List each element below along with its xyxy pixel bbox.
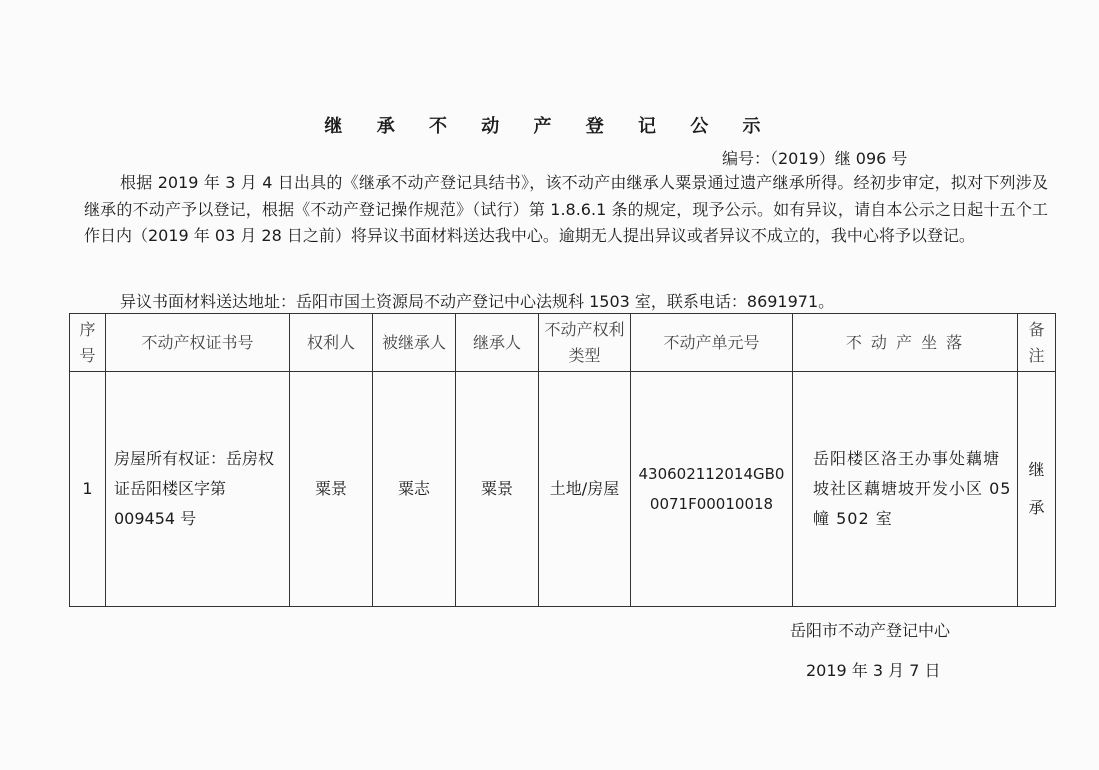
header-decedent: 被继承人 — [373, 314, 456, 372]
cell-index: 1 — [70, 372, 106, 607]
cell-note: 继承 — [1018, 372, 1056, 607]
issuer-name: 岳阳市不动产登记中心 — [790, 621, 951, 640]
header-right-type: 不动产权利类型 — [539, 314, 631, 372]
document-number: 编号：（2019）继 096 号 — [722, 149, 908, 168]
cell-owner: 粟景 — [290, 372, 373, 607]
table-header-row — [70, 314, 1056, 372]
header-heir: 继承人 — [456, 314, 539, 372]
document-title: 继 承 不 动 产 登 记 公 示 — [324, 116, 775, 137]
objection-address: 异议书面材料送达地址：岳阳市国土资源局不动产登记中心法规科 1503 室，联系电话：8691971。 — [120, 292, 835, 311]
cell-decedent: 粟志 — [373, 372, 456, 607]
registration-table — [69, 313, 1056, 607]
header-location: 不 动 产 坐 落 — [793, 314, 1018, 372]
cell-heir: 粟景 — [456, 372, 539, 607]
header-note: 备注 — [1018, 314, 1056, 372]
header-unit-no: 不动产单元号 — [631, 314, 793, 372]
cell-location: 岳阳楼区洛王办事处藕塘坡社区藕塘坡开发小区 05 幢 502 室 — [793, 372, 1018, 607]
cell-certificate: 房屋所有权证：岳房权证岳阳楼区字第 009454 号 — [106, 372, 290, 607]
cell-right-type: 土地/房屋 — [539, 372, 631, 607]
header-index: 序号 — [70, 314, 106, 372]
header-certificate: 不动产权证书号 — [106, 314, 290, 372]
issue-date: 2019 年 3 月 7 日 — [806, 661, 941, 680]
header-owner: 权利人 — [290, 314, 373, 372]
cell-unit-no: 430602112014GB00071F00010018 — [631, 372, 793, 607]
table-row — [70, 372, 1056, 607]
notice-body: 根据 2019 年 3 月 4 日出具的《继承不动产登记具结书》，该不动产由继承人粟景通过遗产继承所得。经初步审定，拟对下列涉及继承的不动产予以登记，根据《不动产登记操作规范》（试行）第 1.8.6.1 条的规定，现予公示。如有异议，请自本公示之日起十五个工作日内（2019 年 03 月 28 日之前）将异议书面材料送达我中心。逾期无人提出异议或者异议不成立的，我中心将予以登记。 — [84, 173, 1048, 245]
